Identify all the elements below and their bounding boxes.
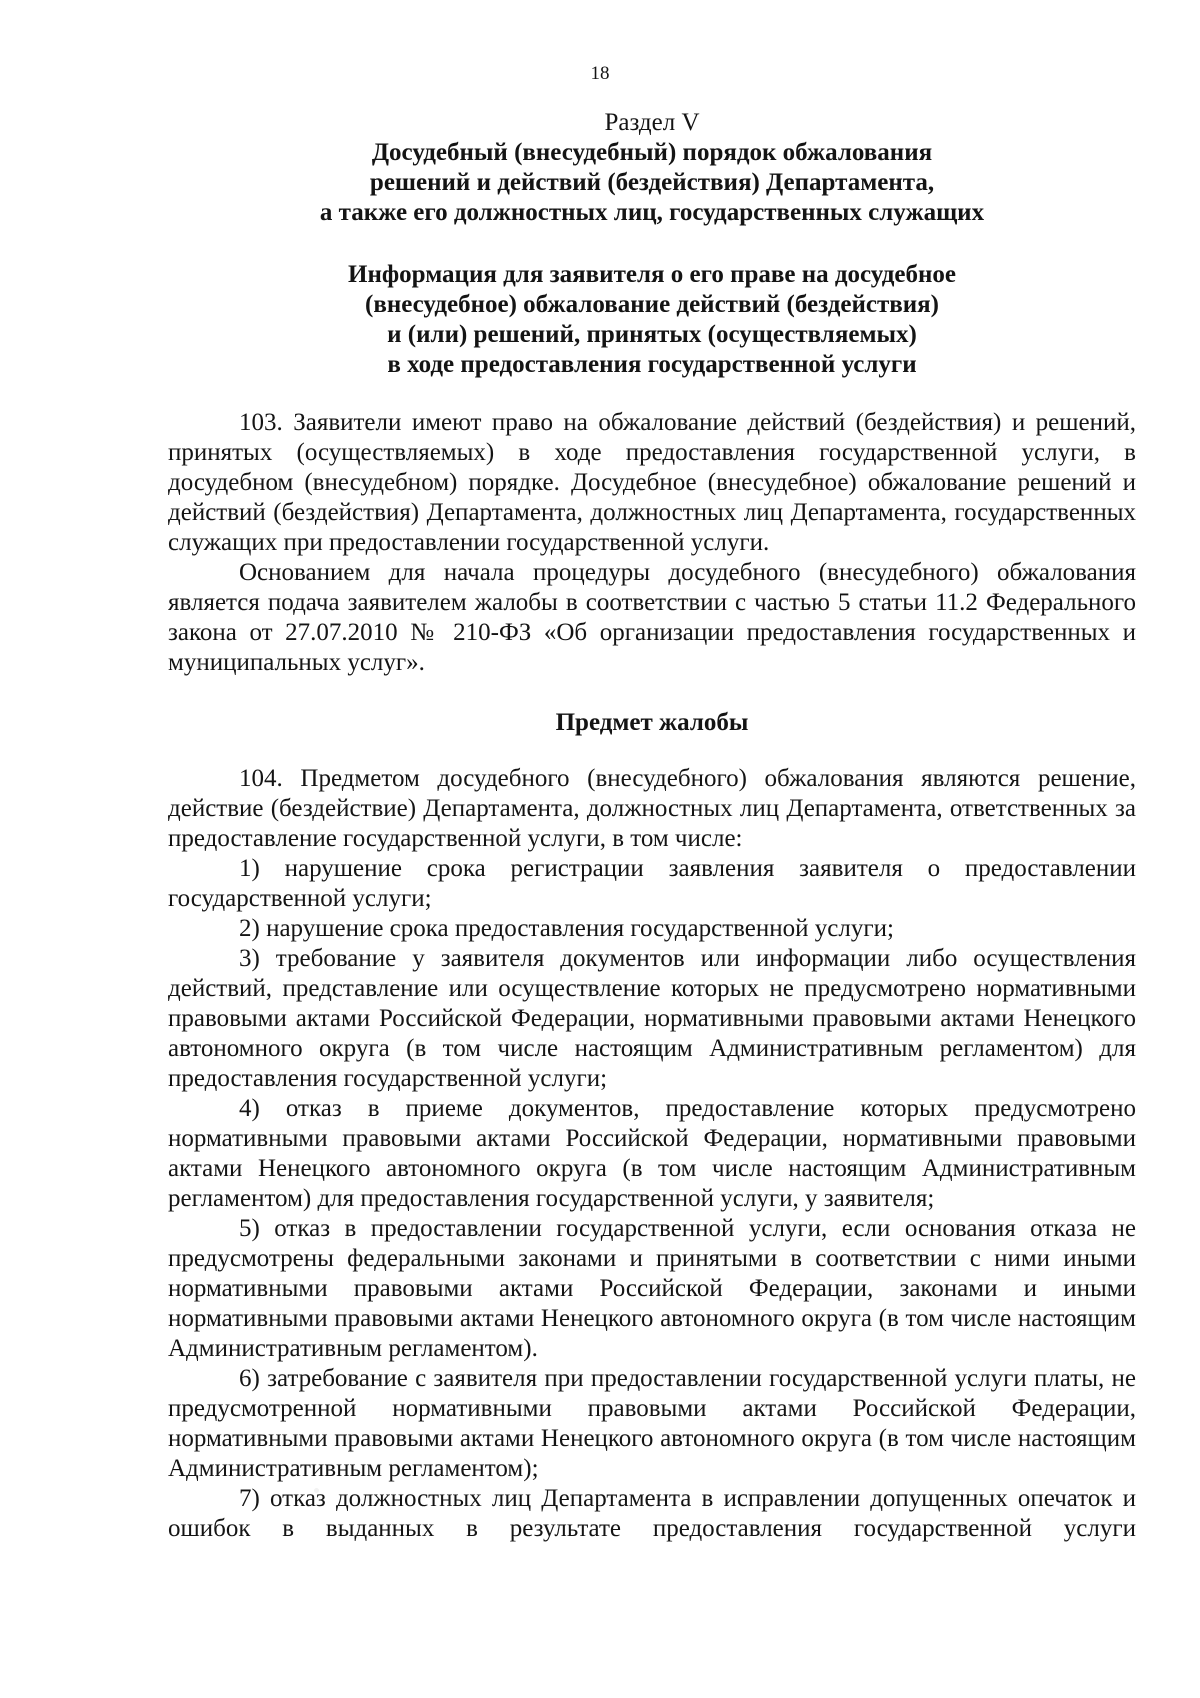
- list-item-3: 3) требование у заявителя документов или информации либо осуществления действий, представление или осуществление которых не предусмотрено нормативными правовыми актами Российской Федерации, нормативными правовыми актами Ненецкого автономного округа (в том числе настоящим Административным регламентом) для предоставления государственной услуги;: [168, 945, 1136, 1092]
- info-heading-line: в ходе предоставления государственной услуги: [387, 351, 917, 378]
- info-heading-line: Информация для заявителя о его праве на досудебное: [348, 261, 956, 288]
- list-item-2: 2) нарушение срока предоставления государственной услуги;: [239, 915, 894, 942]
- section-title: [168, 138, 1136, 228]
- info-heading-line: (внесудебное) обжалование действий (бездействия): [365, 291, 939, 318]
- info-heading: [168, 260, 1136, 380]
- section-title-line: Досудебный (внесудебный) порядок обжалования: [371, 139, 933, 166]
- paragraph-103: 103. Заявители имеют право на обжалование действий (бездействия) и решений, принятых (осуществляемых) в ходе предоставления государственной услуги, в досудебном (внесудебном) порядке. Досудебное (внесудебное) обжалование решений и действий (бездействия) Департамента, должностных лиц Департамента, государственных служащих при предоставлении государственной услуги.: [168, 409, 1136, 556]
- list-item-5: 5) отказ в предоставлении государственной услуги, если основания отказа не предусмотрены федеральными законами и принятыми в соответствии с ними иными нормативными правовыми актами Российской Федерации, законами и иными нормативными правовыми актами Ненецкого автономного округа (в том числе настоящим Административным регламентом).: [168, 1215, 1136, 1362]
- section-title-line: решений и действий (бездействия) Департамента,: [369, 169, 935, 196]
- page-content: [168, 108, 1136, 1544]
- list-item-7: 7) отказ должностных лиц Департамента в исправлении допущенных опечаток и ошибок в выданных в результате предоставления государственной услуги: [168, 1485, 1136, 1542]
- page-number: 18: [590, 63, 610, 84]
- scan-smudge: [314, 1488, 319, 1493]
- section-label: Раздел V: [604, 109, 700, 136]
- list-item-6: 6) затребование с заявителя при предоставлении государственной услуги платы, не предусмотренной нормативными правовыми актами Российской Федерации, нормативными правовыми актами Ненецкого автономного округа (в том числе настоящим Административным регламентом);: [168, 1365, 1136, 1482]
- paragraph-104: 104. Предметом досудебного (внесудебного) обжалования являются решение, действие (бездействие) Департамента, должностных лиц Департамента, ответственных за предоставление государственной услуги, в том числе:: [168, 765, 1136, 852]
- info-heading-line: и (или) решений, принятых (осуществляемых): [387, 321, 917, 348]
- subheading-complaint-subject: Предмет жалобы: [555, 709, 749, 736]
- scan-smudge: [196, 662, 202, 668]
- list-item-1: 1) нарушение срока регистрации заявления заявителя о предоставлении государственной услуги;: [168, 855, 1136, 912]
- list-item-4: 4) отказ в приеме документов, предоставление которых предусмотрено нормативными правовыми актами Российской Федерации, нормативными правовыми актами Ненецкого автономного округа (в том числе настоящим Административным регламентом) для предоставления государственной услуги, у заявителя;: [168, 1095, 1136, 1212]
- paragraph-basis: Основанием для начала процедуры досудебного (внесудебного) обжалования является подача заявителем жалобы в соответствии с частью 5 статьи 11.2 Федерального закона от 27.07.2010 № 210-ФЗ «Об организации предоставления государственных и муниципальных услуг».: [168, 559, 1136, 676]
- section-title-line: а также его должностных лиц, государственных служащих: [319, 199, 985, 226]
